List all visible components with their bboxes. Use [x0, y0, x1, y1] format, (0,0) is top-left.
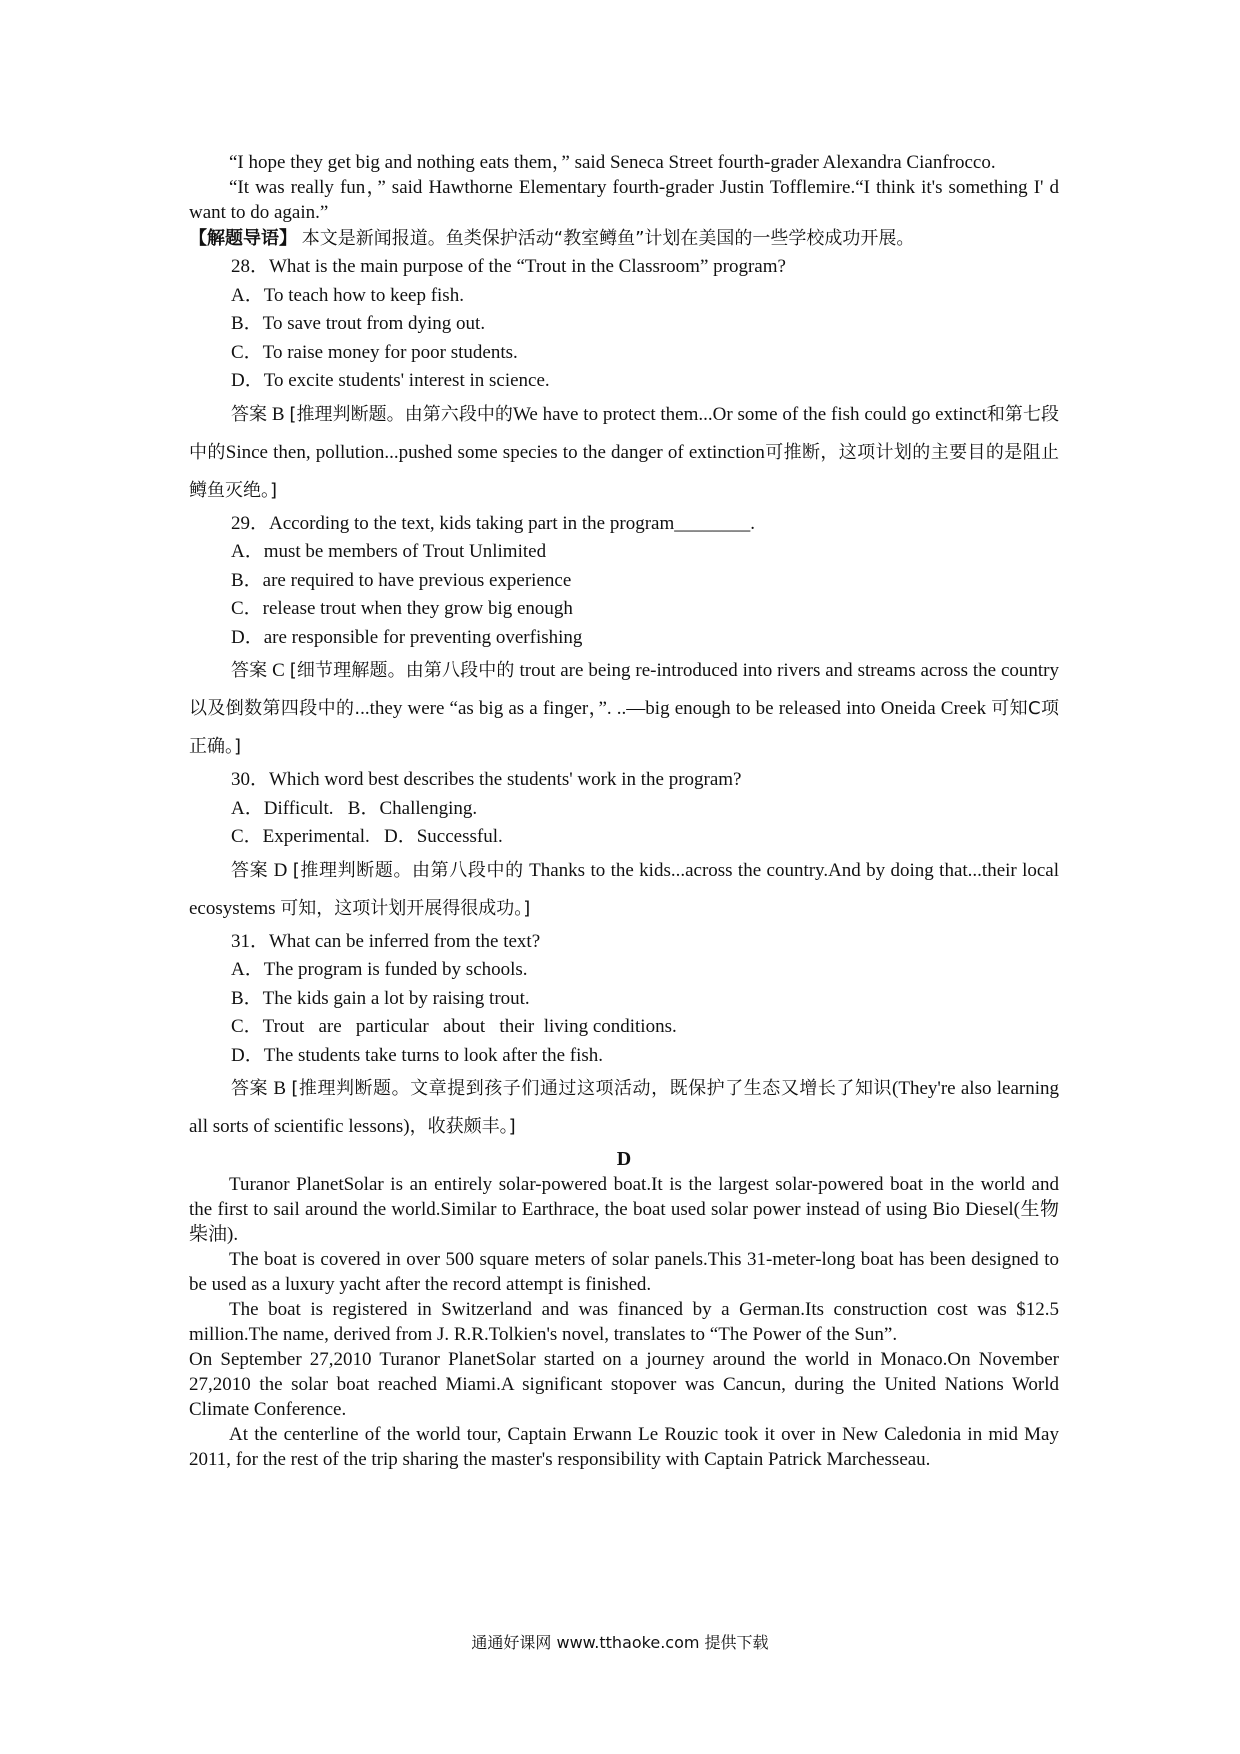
answer-explanation — [189, 652, 1059, 766]
answer-letter: B — [271, 403, 285, 425]
answer-explanation — [189, 1070, 1059, 1146]
option: A．Difficult. B．Challenging. — [231, 797, 478, 819]
answer-letter: C — [272, 660, 285, 681]
answer-quote: trout are being re-introduced into rivers and streams across the country — [519, 660, 1060, 681]
answer-explanation — [189, 852, 1059, 928]
question-31 — [189, 928, 1059, 1147]
option: C．To raise money for poor students. — [231, 341, 518, 363]
option: A．To teach how to keep fish. — [231, 284, 464, 306]
answer-tag: 答案 — [231, 1078, 269, 1099]
answer-text: 可知，这项计划开展得很成功。] — [280, 897, 531, 919]
option: C．Experimental. D．Successful. — [231, 826, 503, 847]
option: A．The program is funded by schools. — [231, 959, 528, 980]
section-d-paragraph: On September 27,2010 Turanor PlanetSolar started on a journey around the world in Monaco.On November 27,2010 the solar boat reached Miami.A significant stopover was Cancun, during the United Nations World Climate Conference. — [189, 1349, 1059, 1420]
answer-tag: 答案 — [231, 403, 268, 425]
question-stem: 28．What is the main purpose of the “Trout in the Classroom” program? — [231, 256, 786, 277]
answer-text: [推理判断题。由第八段中的 — [292, 859, 524, 881]
quote-paragraph-2: “It was really fun，” said Hawthorne Elementary fourth-grader Justin Tofflemire.“I think it's something I' d want to do again.” — [189, 177, 1059, 223]
answer-letter: B — [273, 1078, 287, 1099]
answer-text: 和第七段中的 — [189, 403, 1060, 463]
option: B．The kids gain a lot by raising trout. — [231, 987, 530, 1009]
answer-quote: (They're also learning all sorts of scientific lessons) — [189, 1078, 1060, 1137]
section-d-title: D — [616, 1148, 632, 1170]
question-30 — [189, 766, 1059, 928]
answer-text: 可知C项正确。] — [189, 698, 1059, 757]
option: C．release trout when they grow big enough — [231, 598, 573, 619]
answer-quote: Since then, pollution...pushed some species to the danger of extinction — [225, 441, 765, 463]
page-content — [189, 150, 1059, 1472]
question-stem: 31．What can be inferred from the text? — [231, 930, 541, 952]
solving-guide — [189, 225, 1059, 253]
answer-text: [推理判断题。由第六段中的 — [289, 403, 513, 425]
option: D．The students take turns to look after the fish. — [231, 1044, 604, 1066]
section-d-paragraph: Turanor PlanetSolar is an entirely solar-powered boat.It is the largest solar-powered boat in the world and the first to sail around the world.Similar to Earthrace, the boat used solar power instead of using Bio Diesel(生物柴油). — [189, 1174, 1059, 1245]
answer-quote: Thanks to the kids...across the country.And by doing that...their local ecosystems — [189, 859, 1060, 919]
question-stem: 29．According to the text, kids taking part in the program________. — [231, 512, 755, 534]
question-28 — [189, 253, 1059, 510]
answer-text: 可推断，这项计划的主要目的是阻止鳟鱼灭绝。] — [189, 441, 1060, 501]
guide-label: 【解题导语】 — [189, 228, 297, 249]
answer-letter: D — [273, 859, 288, 881]
answer-explanation — [189, 396, 1059, 510]
guide-text: 本文是新闻报道。鱼类保护活动“教室鳟鱼”计划在美国的一些学校成功开展。 — [301, 228, 915, 249]
option: B．are required to have previous experience — [231, 569, 572, 591]
answer-quote: We have to protect them...Or some of the fish could go extinct — [512, 403, 987, 425]
question-29 — [189, 510, 1059, 767]
question-stem: 30．Which word best describes the students' work in the program? — [231, 769, 742, 790]
answer-quote: ..they were “as big as a finger，”. ..—big enough to be released into Oneida Creek — [360, 698, 987, 719]
option: C．Trout are particular about their living conditions. — [231, 1016, 677, 1037]
answer-text: [推理判断题。文章提到孩子们通过这项活动，既保护了生态又增长了知识 — [291, 1078, 893, 1099]
page-footer: 通通好课网 www.tthaoke.com 提供下载 — [471, 1633, 769, 1652]
answer-tag: 答案 — [231, 859, 269, 881]
section-d-paragraph: At the centerline of the world tour, Captain Erwann Le Rouzic took it over in New Caledonia in mid May 2011, for the rest of the trip sharing the master's responsibility with Captain Patrick Marchesseau. — [189, 1424, 1059, 1470]
answer-text: [细节理解题。由第八段中的 — [289, 660, 515, 681]
option: D．are responsible for preventing overfishing — [231, 626, 583, 648]
quote-paragraph-1: “I hope they get big and nothing eats them，” said Seneca Street fourth-grader Alexandra Cianfrocco. — [229, 152, 996, 173]
answer-text: 以及倒数第四段中的. — [189, 698, 361, 719]
option: A．must be members of Trout Unlimited — [231, 541, 547, 562]
option: D．To excite students' interest in science. — [231, 370, 550, 391]
answer-text: ，收获颇丰。] — [409, 1116, 516, 1137]
section-d-paragraph: The boat is registered in Switzerland and was financed by a German.Its construction cost was $12.5 million.The name, derived from J. R.R.Tolkien's novel, translates to “The Power of the Sun”. — [189, 1299, 1059, 1345]
answer-tag: 答案 — [231, 660, 268, 681]
option: B．To save trout from dying out. — [231, 313, 486, 334]
section-d-paragraph: The boat is covered in over 500 square meters of solar panels.This 31-meter-long boat has been designed to be used as a luxury yacht after the record attempt is finished. — [189, 1249, 1059, 1295]
